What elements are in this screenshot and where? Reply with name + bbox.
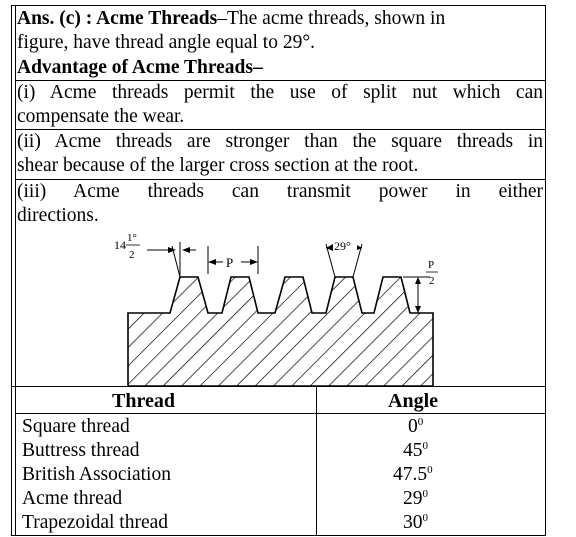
answer-label: Ans. (c) : Acme Threads	[17, 8, 218, 29]
depth-arrow-bottom	[415, 306, 421, 313]
advantage-i-line-2: compensate the wear.	[17, 106, 185, 127]
table-row-thread: British Association	[22, 464, 171, 485]
table-row-thread: Acme thread	[22, 488, 123, 509]
table-header-rule	[15, 413, 546, 414]
advantages-heading: Advantage of Acme Threads–	[17, 57, 263, 78]
depth-numerator: P	[428, 259, 435, 271]
advantage-i-line-1: (i) Acme threads permit the use of split nut which can	[17, 82, 543, 103]
answer-line-1	[17, 7, 445, 31]
thread-profile	[128, 277, 433, 386]
pitch-label: P	[226, 255, 234, 270]
table-header-thread: Thread	[112, 390, 175, 412]
degree-mark: 0	[422, 440, 428, 452]
table-row-angle: $30^0$	[403, 512, 428, 533]
table-row-angle: $0^0$	[408, 416, 424, 437]
pitch-arrow-right	[250, 259, 258, 265]
advantage-iii-line-1: (iii) Acme threads can transmit power in either	[17, 181, 543, 202]
inner-left-rule	[15, 5, 16, 536]
half-angle-arrow-right	[182, 247, 190, 253]
half-angle-numerator: 1°	[127, 232, 137, 244]
degree-mark: 0	[417, 416, 424, 428]
angle-label: 29°	[334, 239, 351, 253]
depth-arrow-top	[415, 277, 421, 284]
answer-line-1-rest: –The acme threads, shown in	[217, 8, 446, 29]
degree-mark: 0	[422, 488, 428, 500]
table-row-thread: Buttress thread	[22, 440, 140, 461]
half-angle-denominator: 2	[129, 249, 135, 261]
table-row-angle: $29^0$	[403, 488, 428, 509]
pitch-arrow-left	[208, 259, 216, 265]
advantage-iii-line-2: directions.	[17, 205, 99, 226]
table-row-thread: Square thread	[22, 416, 130, 437]
table-column-divider	[316, 386, 317, 536]
table-top-rule	[11, 386, 546, 387]
degree-mark: 0	[427, 464, 433, 476]
advantage-ii-line-2: shear because of the larger cross section at the root.	[17, 155, 419, 176]
half-angle-whole: 14	[114, 238, 126, 252]
angle-arrow-left	[326, 244, 333, 251]
answer-line-2: figure, have thread angle equal to 29°.	[17, 32, 316, 53]
table-header-angle: Angle	[388, 390, 438, 412]
table-row-thread: Trapezoidal thread	[22, 512, 169, 533]
table-row-angle: 47.5$^0$	[393, 464, 433, 485]
table-row-angle: $45^0$	[403, 440, 428, 461]
depth-denominator: 2	[429, 275, 435, 287]
degree-mark: 0	[422, 512, 428, 524]
advantage-ii-line-1: (ii) Acme threads are stronger than the square threads in	[17, 131, 543, 152]
acme-thread-figure	[100, 228, 450, 386]
